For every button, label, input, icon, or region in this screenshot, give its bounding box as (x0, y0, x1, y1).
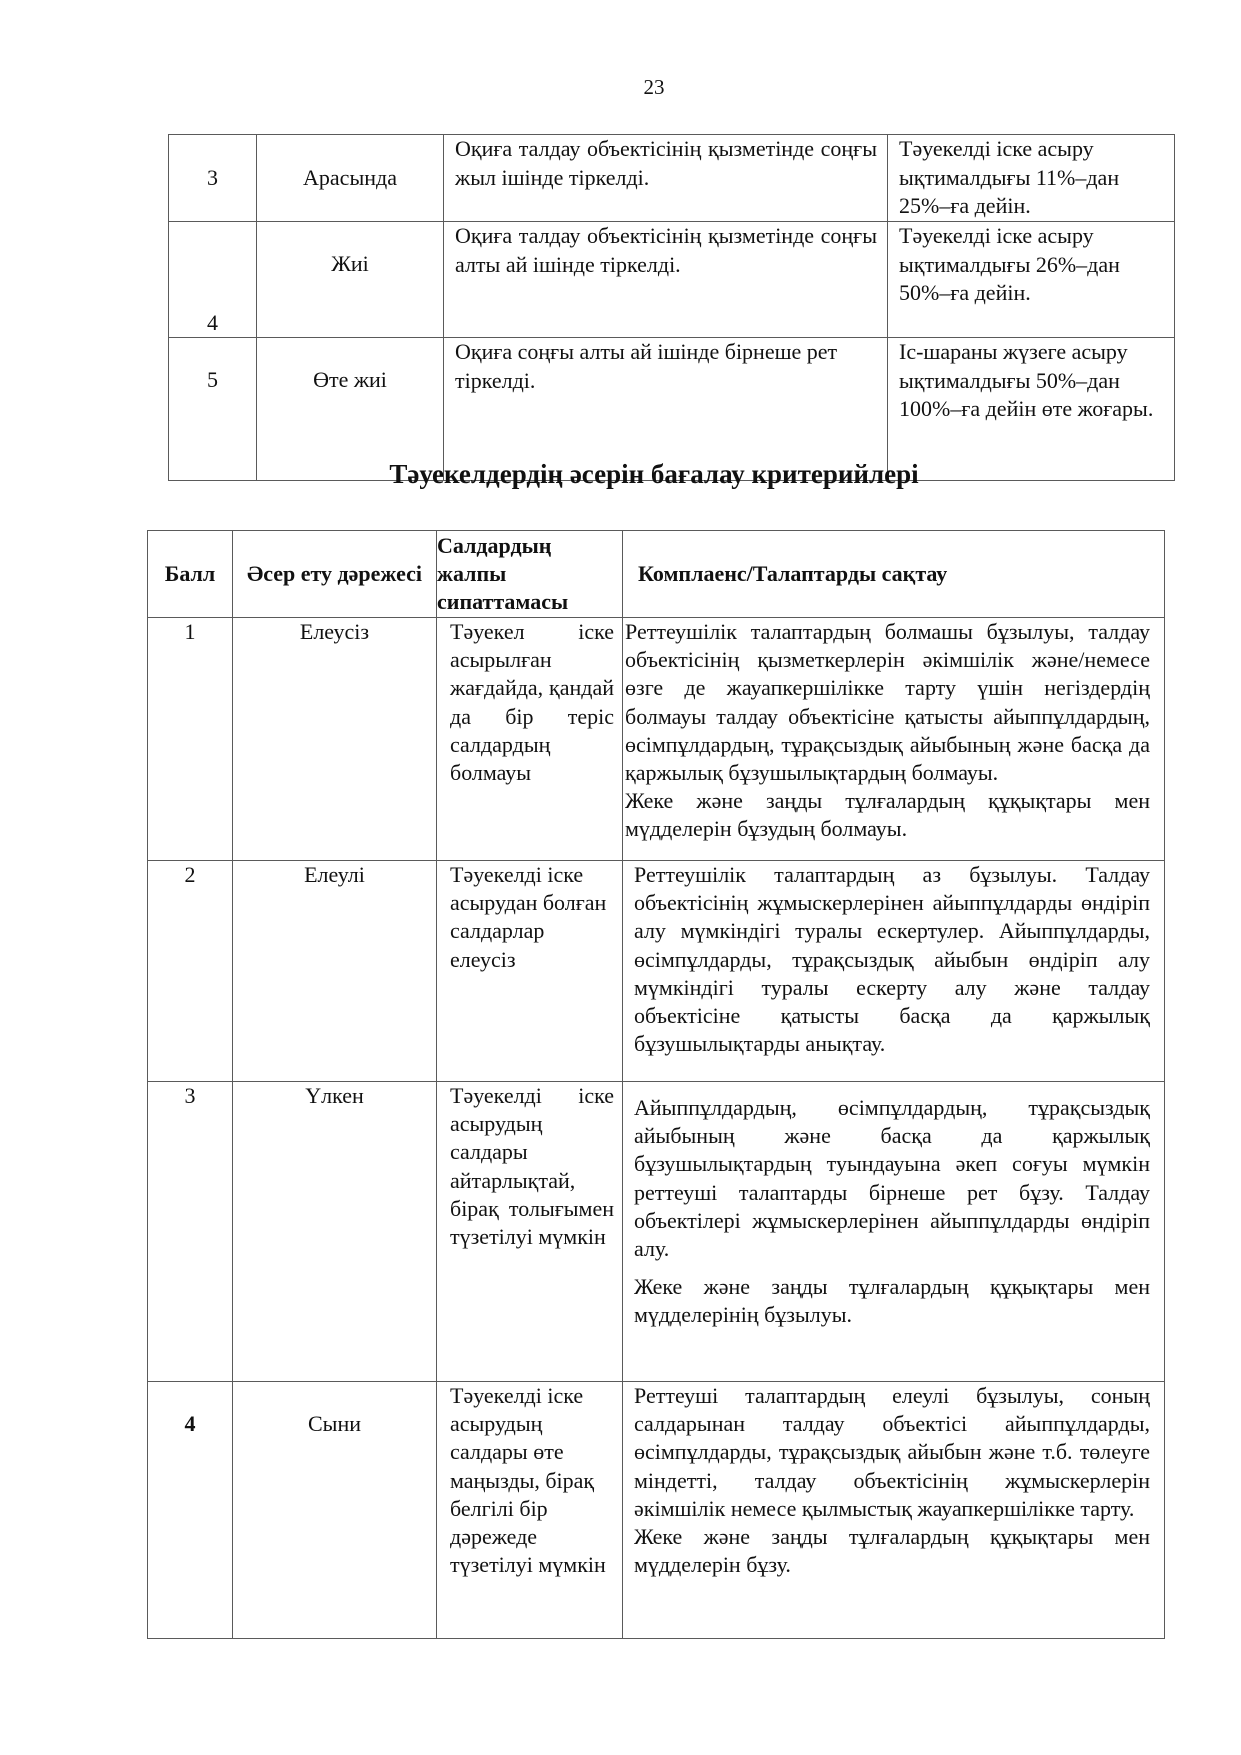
description-cell: Оқиға талдау объектісінің қызметінде соңғы жыл ішінде тіркелді. (444, 135, 888, 222)
consequences-cell: Тәуекелді іске асырудың салдары өте маңызды, бірақ белгілі бір дәрежеде түзетілуі мүмкін (437, 1382, 623, 1639)
compliance-paragraph: Реттеушілік талаптардың болмашы бұзылуы, талдау объектісінің қызметкерлерін әкімшілік және/немесе өзге де жауапкершілікке тарту үшін негіздердің болмауы талдау объектісіне қатысты айыппұлдардың, өсімпұлдардың, тұрақсыздық айыбының және басқа да қаржылық бұзушылықтардың болмауы. (625, 619, 1150, 786)
score-cell: 1 (148, 618, 233, 861)
level-cell: Үлкен (233, 1082, 437, 1382)
score-cell: 3 (148, 1082, 233, 1382)
likelihood-table (168, 134, 1175, 481)
compliance-paragraph: Жеке және заңды тұлғалардың құқықтары мен мүдделерін бұзу. (634, 1524, 1150, 1578)
table-row (148, 861, 1165, 1082)
table-row (148, 1382, 1165, 1639)
score-cell: 3 (169, 135, 257, 222)
header-impact-level: Әсер ету дәрежесі (233, 531, 437, 618)
table-row (169, 222, 1175, 338)
score-cell: 2 (148, 861, 233, 1082)
compliance-paragraph: Айыппұлдардың, өсімпұлдардың, тұрақсыздық айыбының және басқа да қаржылық бұзушылықтардың туындауына әкеп соғуы мүмкін реттеуші талаптарды бірнеше рет бұзу. Талдау объектілері жұмыскерлерінен айыппұлдарды өндіріп алу. (634, 1095, 1150, 1262)
compliance-paragraph: Реттеуші талаптардың елеулі бұзылуы, соның салдарынан талдау объектісі айыппұлдарды, өсімпұлдарды, тұрақсыздық айыбын және т.б. төлеуге міндетті, талдау объектісінің жұмыскерлерін әкімшілік немесе қылмыстық жауапкершілікке тарту. (634, 1383, 1150, 1521)
impact-table (147, 530, 1165, 1639)
section-title: Тәуекелдердің әсерін бағалау критерийлері (389, 459, 919, 489)
compliance-paragraph: Реттеушілік талаптардың аз бұзылуы. Талдау объектісінің жұмыскерлерінен айыппұлдарды өндіріп алу мүмкіндігі туралы ескертулер. Айыппұлдарды, өсімпұлдарды, тұрақсыздық айыбын өндіріп алу мүмкіндігі туралы ескерту алу және талдау объектісіне қатысты басқа да қаржылық бұзушылықтарды анықтау. (634, 862, 1150, 1057)
compliance-cell (623, 861, 1165, 1082)
level-cell: Жиі (257, 222, 444, 338)
compliance-cell (623, 618, 1165, 861)
compliance-paragraph: Жеке және заңды тұлғалардың құқықтары мен мүдделерін бұзудың болмауы. (625, 788, 1150, 842)
compliance-cell (623, 1082, 1165, 1382)
score-cell: 5 (169, 338, 257, 481)
table-row (169, 135, 1175, 222)
page-number: 23 (643, 75, 665, 99)
table-row (148, 618, 1165, 861)
level-cell: Өте жиі (257, 338, 444, 481)
table-row (148, 1082, 1165, 1382)
header-score: Балл (148, 531, 233, 618)
consequences-cell: Тәуекел іске асырылған жағдайда, қандай да бір теріс салдардың болмауы (437, 618, 623, 861)
score-cell: 4 (169, 222, 257, 338)
header-consequences: Салдардың жалпы сипаттамасы (437, 531, 623, 618)
probability-cell: Тәуекелді іске асыру ықтималдығы 26%–дан 50%–ға дейін. (888, 222, 1175, 338)
description-cell: Оқиға соңғы алты ай ішінде бірнеше рет тіркелді. (444, 338, 888, 481)
header-compliance: Комплаенс/Талаптарды сақтау (623, 531, 1165, 618)
compliance-paragraph: Жеке және заңды тұлғалардың құқықтары мен мүдделерінің бұзылуы. (634, 1274, 1150, 1328)
consequences-cell: Тәуекелді іске асырудың салдары айтарлықтай, бірақ толығымен түзетілуі мүмкін (437, 1082, 623, 1382)
level-cell: Елеусіз (233, 618, 437, 861)
score-cell: 4 (148, 1382, 233, 1639)
level-cell: Елеулі (233, 861, 437, 1082)
compliance-cell (623, 1382, 1165, 1639)
table-header-row (148, 531, 1165, 618)
probability-cell: Іс-шараны жүзеге асыру ықтималдығы 50%–дан 100%–ға дейін өте жоғары. (888, 338, 1175, 481)
consequences-cell: Тәуекелді іске асырудан болған салдарлар елеусіз (437, 861, 623, 1082)
description-cell: Оқиға талдау объектісінің қызметінде соңғы алты ай ішінде тіркелді. (444, 222, 888, 338)
level-cell: Сыни (233, 1382, 437, 1639)
level-cell: Арасында (257, 135, 444, 222)
probability-cell: Тәуекелді іске асыру ықтималдығы 11%–дан 25%–ға дейін. (888, 135, 1175, 222)
